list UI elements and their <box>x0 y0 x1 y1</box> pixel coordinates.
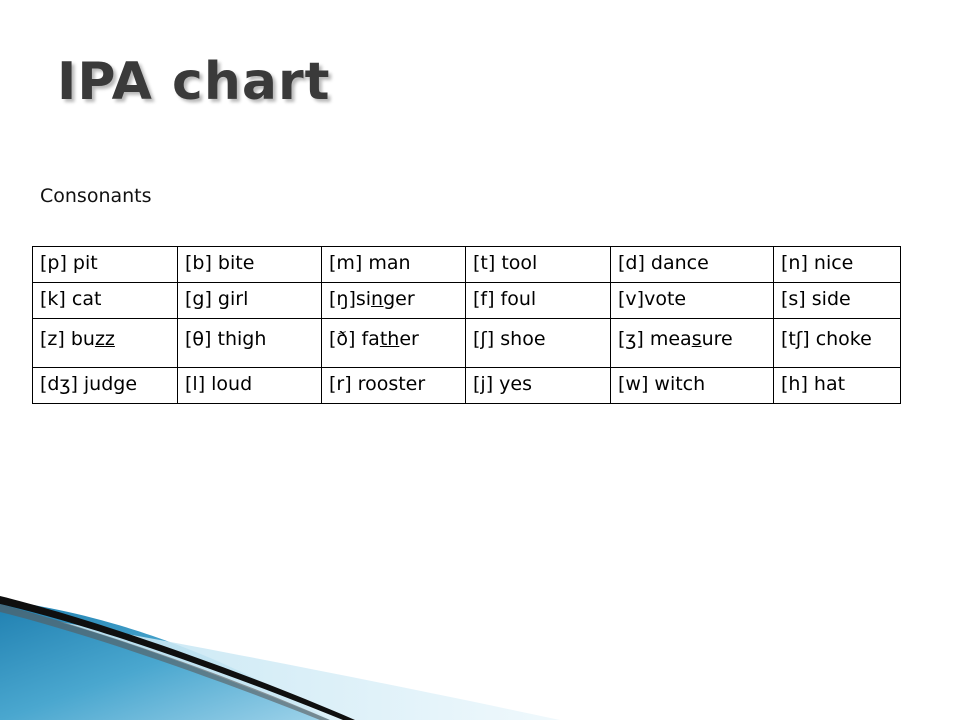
table-cell: [f] foul <box>466 283 611 319</box>
underlined-letters: th <box>379 328 400 350</box>
table-cell: [h] hat <box>774 368 901 404</box>
table-cell: [z] buzz <box>33 319 178 368</box>
table-cell: [tʃ] choke <box>774 319 901 368</box>
table-cell: [θ] thigh <box>178 319 322 368</box>
table-cell: [dʒ] judge <box>33 368 178 404</box>
table-cell: [v]vote <box>611 283 774 319</box>
table-cell: [g] girl <box>178 283 322 319</box>
table-cell: [ŋ]singer <box>322 283 466 319</box>
table-cell: [b] bite <box>178 247 322 283</box>
table-cell: [ʒ] measure <box>611 319 774 368</box>
table-cell: [n] nice <box>774 247 901 283</box>
table-cell: [w] witch <box>611 368 774 404</box>
table-cell: [r] rooster <box>322 368 466 404</box>
table-cell: [p] pit <box>33 247 178 283</box>
table-cell: [ʃ] shoe <box>466 319 611 368</box>
table-cell: [d] dance <box>611 247 774 283</box>
table-cell: [j] yes <box>466 368 611 404</box>
table-cell: [m] man <box>322 247 466 283</box>
underlined-letters: zz <box>94 328 115 350</box>
table-cell: [l] loud <box>178 368 322 404</box>
table-cell: [ð] father <box>322 319 466 368</box>
table-cell: [s] side <box>774 283 901 319</box>
underlined-letters: s <box>691 328 702 350</box>
table-cell: [t] tool <box>466 247 611 283</box>
slide-title: IPA chart <box>57 52 331 112</box>
section-label: Consonants <box>40 185 152 207</box>
table-cell: [k] cat <box>33 283 178 319</box>
underlined-letters: ng <box>371 288 396 310</box>
